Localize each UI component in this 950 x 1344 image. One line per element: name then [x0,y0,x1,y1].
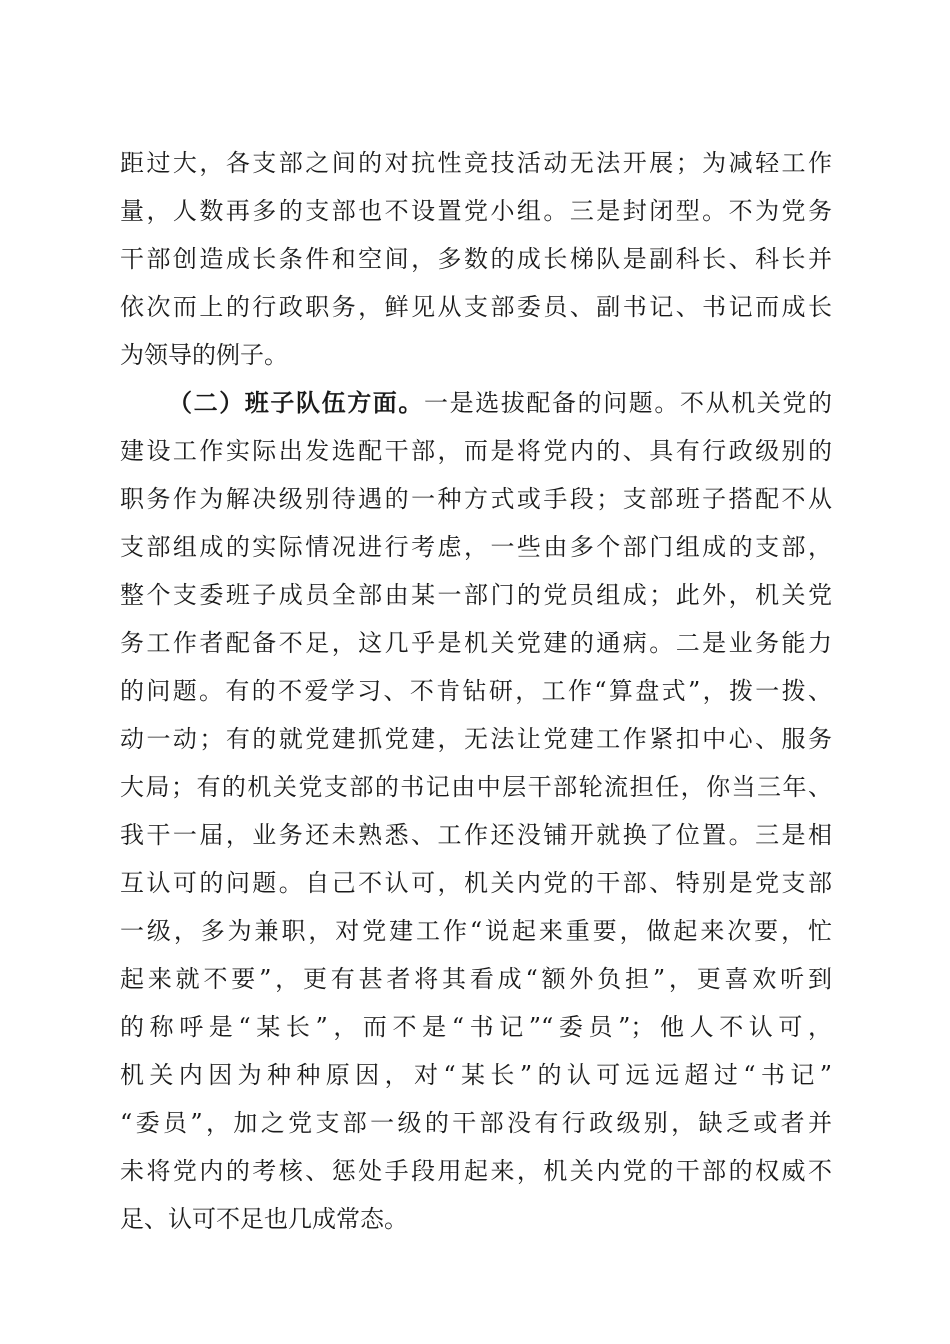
paragraph2-line-13: 起来就不要”，更有甚者将其看成“额外负担”，更喜欢听到 [120,965,832,993]
paragraph2-line-16: “委员”，加之党支部一级的干部没有行政级别，缺乏或者并 [120,1109,832,1137]
paragraph2-line-18: 足、认可不足也几成常态。 [120,1205,408,1233]
paragraph1-line-5: 为领导的例子。 [120,341,288,369]
paragraph2-line-7: 的问题。有的不爱学习、不肯钻研，工作“算盘式”，拨一拨、 [120,677,832,705]
paragraph2-line-5: 整个支委班子成员全部由某一部门的党员组成；此外，机关党 [120,581,832,609]
paragraph2-first-line-text: 一是选拔配备的问题。不从机关党的 [424,389,832,417]
paragraph1-line-2: 量，人数再多的支部也不设置党小组。三是封闭型。不为党务 [120,197,832,225]
paragraph2-line-17: 未将党内的考核、惩处手段用起来，机关内党的干部的权威不 [120,1157,832,1185]
paragraph2-line-15: 机关内因为种种原因，对“某长”的认可远远超过“书记” [120,1061,832,1089]
paragraph2-line-11: 互认可的问题。自己不认可，机关内党的干部、特别是党支部 [120,869,832,897]
paragraph1-line-3: 干部创造成长条件和空间，多数的成长梯队是副科长、科长并 [120,245,832,273]
paragraph2-line-14: 的称呼是“某长”，而不是“书记”“委员”；他人不认可， [120,1013,832,1041]
paragraph2-line-2: 建设工作实际出发选配干部，而是将党内的、具有行政级别的 [120,437,832,465]
paragraph2-line-8: 动一动；有的就党建抓党建，无法让党建工作紧扣中心、服务 [120,725,832,753]
paragraph2-line-12: 一级，多为兼职，对党建工作“说起来重要，做起来次要，忙 [120,917,832,945]
section-heading: （二）班子队伍方面。 [168,389,424,417]
paragraph2-line-10: 我干一届，业务还未熟悉、工作还没铺开就换了位置。三是相 [120,821,832,849]
paragraph2-line-4: 支部组成的实际情况进行考虑，一些由多个部门组成的支部， [120,533,832,561]
paragraph1-line-4: 依次而上的行政职务，鲜见从支部委员、副书记、书记而成长 [120,293,832,321]
paragraph2-line-3: 职务作为解决级别待遇的一种方式或手段；支部班子搭配不从 [120,485,832,513]
paragraph1-line-1: 距过大，各支部之间的对抗性竞技活动无法开展；为减轻工作 [120,149,832,177]
paragraph2-line-6: 务工作者配备不足，这几乎是机关党建的通病。二是业务能力 [120,629,832,657]
paragraph2-first-line [168,383,832,423]
paragraph2-line-9: 大局；有的机关党支部的书记由中层干部轮流担任，你当三年、 [120,773,832,801]
